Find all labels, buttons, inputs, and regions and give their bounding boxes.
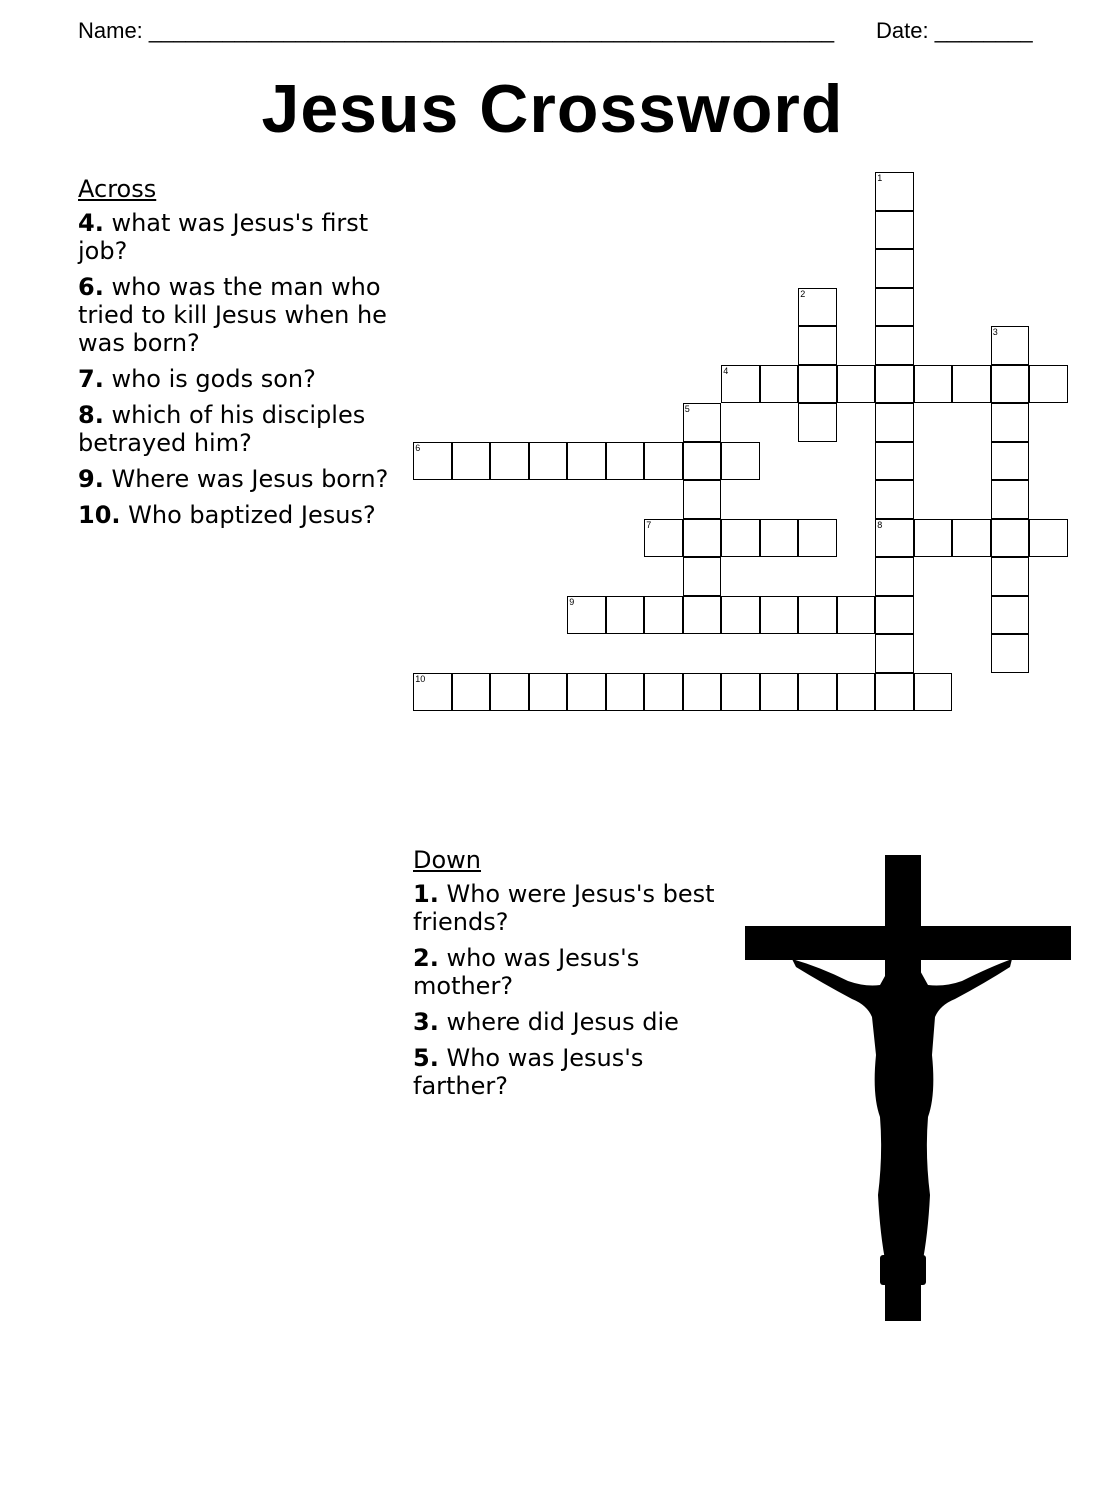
grid-cell[interactable] [644,596,683,635]
grid-cell[interactable] [721,673,760,712]
clue-text: where did Jesus die [446,1008,679,1036]
clue-text: Where was Jesus born? [111,465,389,493]
grid-cell[interactable] [721,596,760,635]
crucifix-icon [740,855,1072,1325]
grid-cell[interactable] [1029,519,1068,558]
grid-cell[interactable] [875,172,914,211]
grid-cell[interactable] [875,442,914,481]
date-field[interactable]: Date: ________ [876,18,1033,43]
grid-cell[interactable] [991,326,1030,365]
clue-text: Who was Jesus's farther? [413,1044,644,1100]
grid-cell[interactable] [991,480,1030,519]
grid-cell[interactable] [875,249,914,288]
clue-text: who was Jesus's mother? [413,944,640,1000]
grid-cell[interactable] [798,596,837,635]
grid-cell[interactable] [1029,365,1068,404]
grid-cell[interactable] [683,519,722,558]
grid-cell[interactable] [875,596,914,635]
clue-text: what was Jesus's first job? [78,209,369,265]
grid-cell[interactable] [798,326,837,365]
across-heading: Across [78,175,157,203]
grid-cell[interactable] [991,596,1030,635]
grid-cell[interactable] [606,596,645,635]
grid-cell[interactable] [798,673,837,712]
cell-number: 5 [684,404,690,415]
name-field[interactable]: Name: ________________________________________________________ [78,18,835,43]
grid-cell[interactable] [875,557,914,596]
clue-text: Who baptized Jesus? [128,501,376,529]
grid-cell[interactable] [914,519,953,558]
grid-cell[interactable] [606,673,645,712]
clue-number: 5. [413,1044,439,1072]
grid-cell[interactable] [952,365,991,404]
grid-cell[interactable] [413,442,452,481]
grid-cell[interactable] [529,673,568,712]
cell-number: 4 [723,365,729,376]
grid-cell[interactable] [875,365,914,404]
grid-cell[interactable] [452,673,491,712]
grid-cell[interactable] [644,442,683,481]
clue-number: 10. [78,501,121,529]
grid-cell[interactable] [683,480,722,519]
grid-cell[interactable] [490,673,529,712]
grid-cell[interactable] [721,365,760,404]
clue-text: which of his disciples betrayed him? [78,401,366,457]
cell-number: 7 [646,519,652,530]
grid-cell[interactable] [683,673,722,712]
grid-cell[interactable] [991,634,1030,673]
clue-number: 1. [413,880,439,908]
grid-cell[interactable] [683,557,722,596]
grid-cell[interactable] [991,519,1030,558]
clue-text: who was the man who tried to kill Jesus when he was born? [78,273,387,357]
grid-cell[interactable] [952,519,991,558]
grid-cell[interactable] [991,557,1030,596]
page-title: Jesus Crossword [261,71,844,147]
grid-cell[interactable] [837,673,876,712]
cell-number: 3 [992,327,998,338]
grid-cell[interactable] [875,211,914,250]
grid-cell[interactable] [991,365,1030,404]
grid-cell[interactable] [683,403,722,442]
clue-number: 2. [413,944,439,972]
clue-number: 4. [78,209,104,237]
grid-cell[interactable] [760,596,799,635]
cell-number: 10 [415,673,426,684]
grid-cell[interactable] [606,442,645,481]
cell-number: 9 [569,596,575,607]
clue-number: 8. [78,401,104,429]
cell-number: 6 [415,442,421,453]
grid-cell[interactable] [798,403,837,442]
grid-cell[interactable] [914,673,953,712]
grid-cell[interactable] [760,673,799,712]
cell-number: 2 [800,288,806,299]
clue-text: Who were Jesus's best friends? [413,880,715,936]
grid-cell[interactable] [683,596,722,635]
grid-cell[interactable] [798,519,837,558]
grid-cell[interactable] [567,442,606,481]
grid-cell[interactable] [875,403,914,442]
grid-cell[interactable] [875,326,914,365]
grid-cell[interactable] [875,519,914,558]
grid-cell[interactable] [760,365,799,404]
grid-cell[interactable] [683,442,722,481]
clue-number: 6. [78,273,104,301]
grid-cell[interactable] [798,288,837,327]
grid-cell[interactable] [875,634,914,673]
grid-cell[interactable] [721,442,760,481]
grid-cell[interactable] [760,519,799,558]
grid-cell[interactable] [837,596,876,635]
cell-number: 1 [877,173,883,184]
grid-cell[interactable] [490,442,529,481]
grid-cell[interactable] [644,673,683,712]
grid-cell[interactable] [644,519,683,558]
grid-cell[interactable] [875,673,914,712]
clue-number: 3. [413,1008,439,1036]
grid-cell[interactable] [991,442,1030,481]
grid-cell[interactable] [567,596,606,635]
grid-cell[interactable] [914,365,953,404]
grid-cell[interactable] [837,365,876,404]
cell-number: 8 [877,519,883,530]
down-heading: Down [413,846,482,874]
clue-number: 9. [78,465,104,493]
grid-cell[interactable] [452,442,491,481]
grid-cell[interactable] [875,480,914,519]
grid-cell[interactable] [529,442,568,481]
grid-cell[interactable] [798,365,837,404]
grid-cell[interactable] [413,673,452,712]
clue-number: 7. [78,365,104,393]
clue-text: who is gods son? [111,365,316,393]
grid-cell[interactable] [875,288,914,327]
grid-cell[interactable] [567,673,606,712]
grid-cell[interactable] [991,403,1030,442]
grid-cell[interactable] [721,519,760,558]
